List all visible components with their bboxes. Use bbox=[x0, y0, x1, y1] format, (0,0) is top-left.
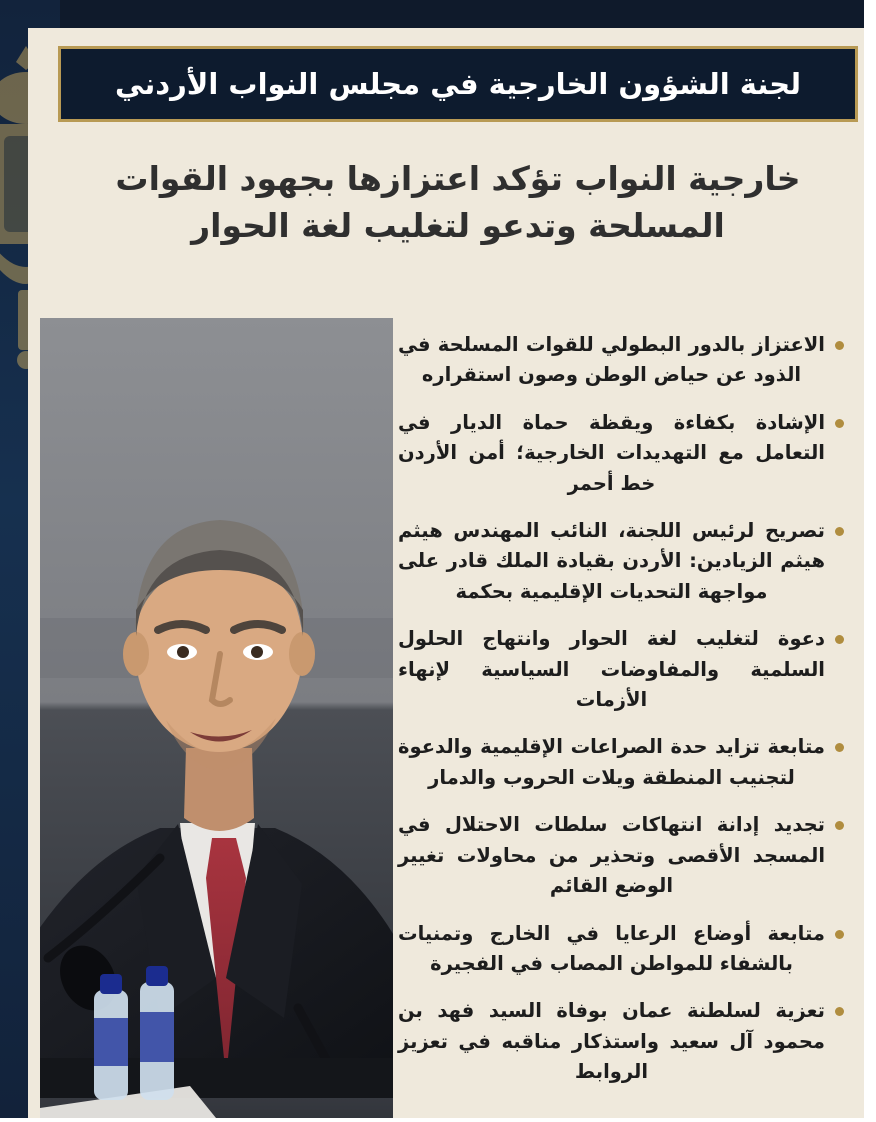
bullet-dot-icon bbox=[835, 1007, 844, 1016]
list-item-text: متابعة تزايد حدة الصراعات الإقليمية والدعوة لتجنيب المنطقة ويلات الحروب والدمار bbox=[398, 735, 825, 789]
list-item bbox=[398, 330, 844, 391]
bullet-dot-icon bbox=[835, 341, 844, 350]
list-item-text: الاعتزاز بالدور البطولي للقوات المسلحة في الذود عن حياض الوطن وصون استقراره bbox=[398, 333, 825, 387]
bullet-dot-icon bbox=[835, 930, 844, 939]
list-item bbox=[398, 810, 844, 901]
list-item-text: متابعة أوضاع الرعايا في الخارج وتمنيات بالشفاء للمواطن المصاب في الفجيرة bbox=[398, 921, 825, 975]
list-item bbox=[398, 996, 844, 1087]
list-item bbox=[398, 408, 844, 499]
bullet-dot-icon bbox=[835, 743, 844, 752]
list-item bbox=[398, 732, 844, 793]
list-item bbox=[398, 516, 844, 607]
list-item-text: الإشادة بكفاءة ويقظة حماة الديار في التعامل مع التهديدات الخارجية؛ أمن الأردن خط أحمر bbox=[398, 410, 825, 495]
list-item bbox=[398, 624, 844, 715]
list-item-text: تجديد إدانة انتهاكات سلطات الاحتلال في المسجد الأقصى وتحذير من محاولات تغيير الوضع القائم bbox=[398, 813, 825, 898]
committee-title: لجنة الشؤون الخارجية في مجلس النواب الأردني bbox=[114, 67, 802, 101]
list-item bbox=[398, 919, 844, 980]
speaker-photo-image bbox=[40, 318, 393, 1118]
list-item-text: دعوة لتغليب لغة الحوار وانتهاج الحلول السلمية والمفاوضات السياسية لإنهاء الأزمات bbox=[398, 627, 825, 712]
list-item-text: تعزية لسلطنة عمان بوفاة السيد فهد بن محمود آل سعيد واستذكار مناقبه في تعزيز الروابط bbox=[398, 999, 825, 1084]
bottom-margin bbox=[0, 1118, 876, 1122]
headline: خارجية النواب تؤكد اعتزازها بجهود القوات المسلحة وتدعو لتغليب لغة الحوار bbox=[115, 159, 801, 245]
list-item-text: تصريح لرئيس اللجنة، النائب المهندس هيثم هيثم الزيادين: الأردن بقيادة الملك قادر على مواجهة التحديات الإقليمية بحكمة bbox=[398, 519, 825, 603]
right-margin bbox=[864, 0, 876, 1122]
committee-header-bar bbox=[58, 46, 858, 122]
bullet-dot-icon bbox=[835, 527, 844, 536]
bullet-list bbox=[394, 330, 844, 1105]
bullet-dot-icon bbox=[835, 419, 844, 428]
bullet-dot-icon bbox=[835, 635, 844, 644]
bullet-dot-icon bbox=[835, 821, 844, 830]
speaker-photo bbox=[40, 318, 393, 1118]
